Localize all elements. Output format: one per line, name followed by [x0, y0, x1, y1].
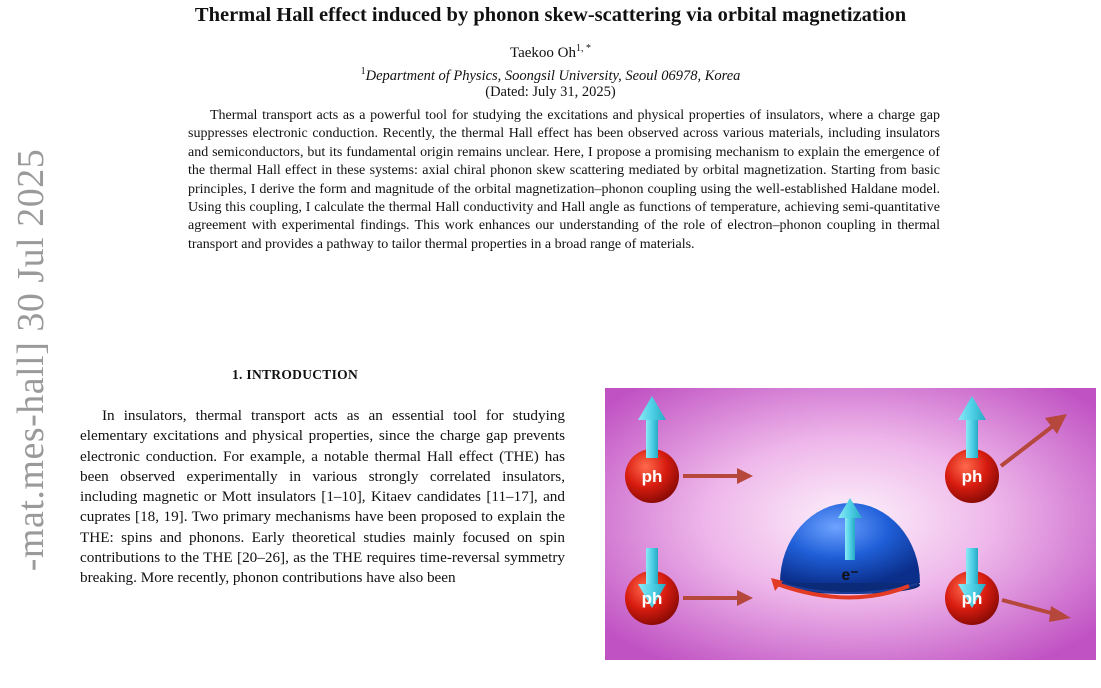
- affiliation-text: Department of Physics, Soongsil University, Seoul 06978, Korea: [365, 67, 741, 84]
- author-line: [0, 43, 1101, 62]
- phonon-label: ph: [641, 589, 663, 608]
- introduction-paragraph: In insulators, thermal transport acts as an essential tool for studying elementary excitations and physical properties, since the charge gap prevents electronic conduction. For example, a notable thermal Hall effect (THE) has been observed experimentally in various strongly correlated insulators, including magnetic or Mott insulators [1–10], Kitaev candidates [11–17], and cuprates [18, 19]. Two primary mechanisms have been proposed to explain the THE: spins and phonons. Early theoretical studies mainly focused on spin contributions to the THE [20–26], as the THE requires time-reversal symmetry breaking. More recently, phonon contributions have also been: [80, 407, 565, 587]
- arxiv-identifier: -mat.mes-hall] 30 Jul 2025: [10, 148, 52, 572]
- section-heading-introduction: 1. INTRODUCTION: [232, 367, 359, 382]
- author-superscript: 1, *: [576, 43, 591, 54]
- affiliation-line: [0, 66, 1101, 85]
- figure-phonon-skew-scattering: [605, 388, 1096, 660]
- author-name: Taekoo Oh: [509, 45, 576, 61]
- figure-illustration: [605, 388, 1096, 660]
- phonon-label: ph: [961, 467, 983, 486]
- phonon-label: ph: [961, 589, 983, 608]
- abstract: Thermal transport acts as a powerful tool for studying the excitations and physical properties of insulators, where a charge gap suppresses electronic conduction. Recently, the thermal Hall effect has been observed across various materials, including insulators and semiconductors, but its fundamental origin remains unclear. Here, I propose a promising mechanism to explain the emergence of the thermal Hall effect in these systems: axial chiral phonon skew scattering mediated by orbital magnetization. Starting from basic principles, I derive the form and magnitude of the orbital magnetization–phonon coupling using the well-established Haldane model. Using this coupling, I calculate the thermal Hall conductivity and Hall angle as functions of temperature, achieving semi-quantitative agreement with experimental findings. This work enhances our understanding of the role of electron–phonon coupling in thermal transport and provides a pathway to tailor thermal properties in a broad range of materials.: [188, 108, 940, 252]
- paper-title: Thermal Hall effect induced by phonon skew-scattering via orbital magnetization: [194, 4, 907, 26]
- arxiv-sidebar: [0, 0, 62, 688]
- date-line: (Dated: July 31, 2025): [485, 84, 616, 100]
- phonon-label: ph: [641, 467, 663, 486]
- affiliation-superscript: 1: [360, 66, 366, 77]
- electron-label: e⁻: [841, 567, 859, 584]
